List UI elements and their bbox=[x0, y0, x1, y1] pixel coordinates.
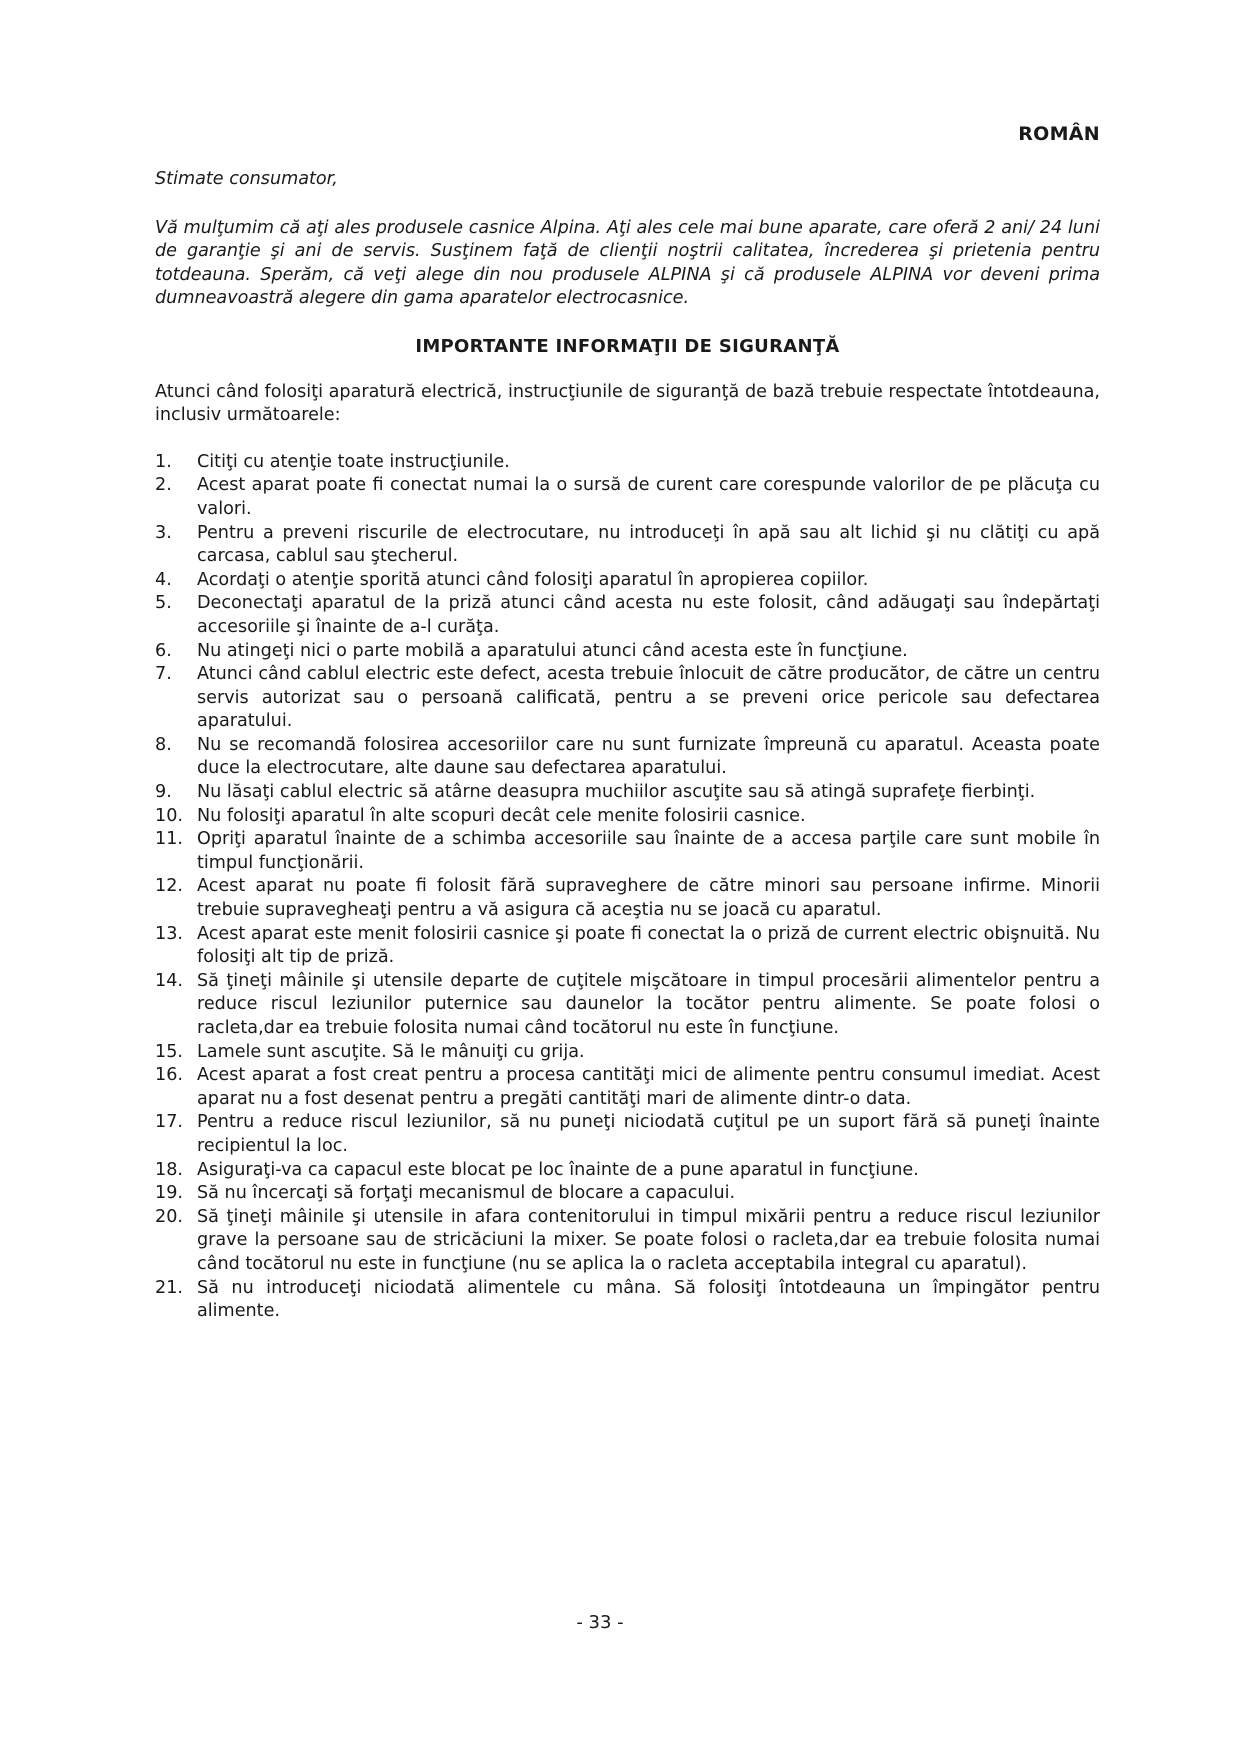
list-item bbox=[155, 875, 1100, 922]
list-item-number: 20. bbox=[155, 1206, 183, 1227]
list-item-number: 15. bbox=[155, 1041, 183, 1062]
intro-paragraph: Vă mulţumim că aţi ales produsele casnice Alpina. Aţi ales cele mai bune aparate, care oferă 2 ani/ 24 luni de garanţie şi ani de servis. Susţinem faţă de clienţii noştrii calitatea, încrederea şi prietenia pentru totdeauna. Sperăm, că veţi alege din nou produsele ALPINA şi că produsele ALPINA vor deveni prima dumneavoastră alegere din gama aparatelor electrocasnice. bbox=[155, 217, 1100, 309]
list-item-text: Să nu introduceţi niciodată alimentele cu mâna. Să folosiţi întotdeauna un împingător pentru alimente. bbox=[197, 1277, 1100, 1322]
list-item bbox=[155, 923, 1100, 970]
list-item-number: 7. bbox=[155, 664, 172, 685]
list-item-text: Nu folosiţi aparatul în alte scopuri decât cele menite folosirii casnice. bbox=[197, 805, 806, 826]
list-item-text: Deconectaţi aparatul de la priză atunci când acesta nu este folosit, când adăugaţi sau îndepărtaţi accesoriile şi înainte de a-l curăţa. bbox=[197, 593, 1100, 637]
list-item bbox=[155, 1064, 1100, 1111]
list-item bbox=[155, 1277, 1100, 1324]
list-item-number: 10. bbox=[155, 805, 183, 826]
page-number: - 33 - bbox=[576, 1612, 624, 1633]
list-item bbox=[155, 828, 1100, 875]
list-item bbox=[155, 451, 1100, 475]
list-item-number: 2. bbox=[155, 475, 172, 496]
list-item-text: Acest aparat a fost creat pentru a procesa cantităţi mici de alimente pentru consumul imediat. Acest aparat nu a fost desenat pentru a pregăti cantităţi mari de alimente dintr-o data. bbox=[197, 1065, 1100, 1109]
list-item bbox=[155, 1111, 1100, 1158]
list-item-text: Asiguraţi-va ca capacul este blocat pe loc înainte de a pune aparatul in funcţiune. bbox=[197, 1159, 919, 1180]
list-item bbox=[155, 640, 1100, 664]
list-item-text: Pentru a preveni riscurile de electrocutare, nu introduceţi în apă sau alt lichid şi nu clătiţi cu apă carcasa, cablul sau ştecherul. bbox=[197, 522, 1100, 567]
list-item-text: Citiţi cu atenţie toate instrucţiunile. bbox=[197, 451, 510, 472]
list-item-text: Acest aparat este menit folosirii casnice şi poate fi conectat la o priză de current electric obişnuită. Nu folosiţi alt tip de priză. bbox=[197, 923, 1100, 968]
list-item-number: 6. bbox=[155, 640, 172, 661]
list-item-text: Să nu încercaţi să forţaţi mecanismul de blocare a capacului. bbox=[197, 1183, 736, 1204]
list-item-text: Nu se recomandă folosirea accesoriilor care nu sunt furnizate împreună cu aparatul. Aceasta poate duce la electrocutare, alte daune sau defectarea aparatului. bbox=[197, 734, 1100, 779]
page-content bbox=[155, 168, 1100, 1324]
list-item-number: 19. bbox=[155, 1183, 183, 1204]
list-item-number: 9. bbox=[155, 782, 172, 803]
list-item-number: 13. bbox=[155, 923, 183, 944]
list-item-text: Să ţineţi mâinile şi utensile departe de cuţitele mişcătoare in timpul procesării alimentelor pentru a reduce riscul leziunilor puternice sau daunelor la tocător pentru alimente. Se poate folosi o racleta,dar ea trebuie folosita numai când tocătorul nu este în funcţiune. bbox=[197, 970, 1100, 1038]
list-item-text: Să ţineţi mâinile şi utensile in afara contenitorului in timpul mixării pentru a reduce riscul leziunilor grave la persoane sau de stricăciuni la mixer. Se poate folosi o racleta,dar ea trebuie folosita numai când tocătorul nu este in funcţiune (nu se aplica la o racleta acceptabila integral cu aparatul). bbox=[197, 1206, 1100, 1274]
list-item-number: 1. bbox=[155, 451, 172, 472]
language-label: ROMÂN bbox=[1018, 123, 1100, 145]
list-item-number: 4. bbox=[155, 569, 172, 590]
list-item-text: Lamele sunt ascuţite. Să le mânuiţi cu grija. bbox=[197, 1041, 585, 1062]
list-item-number: 17. bbox=[155, 1112, 183, 1133]
list-item bbox=[155, 805, 1100, 829]
lead-paragraph: Atunci când folosiţi aparatură electrică, instrucţiunile de siguranţă de bază trebuie respectate întotdeauna, inclusiv următoarele: bbox=[155, 381, 1100, 426]
list-item bbox=[155, 781, 1100, 805]
list-item bbox=[155, 474, 1100, 521]
list-item-text: Nu lăsaţi cablul electric să atârne deasupra muchiilor ascuţite sau să atingă suprafeţe fierbinţi. bbox=[197, 782, 1036, 803]
list-item-text: Opriţi aparatul înainte de a schimba accesoriile sau înainte de a accesa parţile care sunt mobile în timpul funcţionării. bbox=[197, 829, 1100, 873]
list-item bbox=[155, 569, 1100, 593]
list-item-number: 14. bbox=[155, 970, 183, 991]
list-item bbox=[155, 1159, 1100, 1183]
list-item bbox=[155, 663, 1100, 734]
list-item-number: 8. bbox=[155, 734, 172, 755]
list-item bbox=[155, 522, 1100, 569]
list-item bbox=[155, 1206, 1100, 1277]
list-item-text: Acest aparat poate fi conectat numai la o sursă de curent care corespunde valorilor de pe plăcuţa cu valori. bbox=[197, 475, 1100, 519]
list-item-number: 21. bbox=[155, 1277, 183, 1298]
list-item-number: 16. bbox=[155, 1065, 183, 1086]
list-item-number: 3. bbox=[155, 522, 172, 543]
list-item-text: Acordaţi o atenţie sporită atunci când folosiţi aparatul în apropierea copiilor. bbox=[197, 569, 869, 590]
list-item-text: Nu atingeţi nici o parte mobilă a aparatului atunci când acesta este în funcţiune. bbox=[197, 640, 908, 661]
list-item-number: 11. bbox=[155, 829, 183, 850]
section-title: IMPORTANTE INFORMAŢII DE SIGURANŢĂ bbox=[415, 335, 840, 357]
list-item-text: Acest aparat nu poate fi folosit fără supraveghere de către minori sau persoane infirme. Minorii trebuie supravegheaţi pentru a vă asigura că aceştia nu se joacă cu aparatul. bbox=[197, 876, 1100, 921]
list-item bbox=[155, 1041, 1100, 1065]
list-item-number: 12. bbox=[155, 876, 183, 897]
list-item-text: Pentru a reduce riscul leziunilor, să nu puneţi niciodată cuţitul pe un suport fără să puneţi înainte recipientul la loc. bbox=[197, 1112, 1100, 1156]
list-item bbox=[155, 592, 1100, 639]
list-item-text: Atunci când cablul electric este defect, acesta trebuie înlocuit de către producător, de către un centru servis autorizat sau o persoană calificată, pentru a se preveni orice pericole sau defectarea aparatului. bbox=[197, 664, 1100, 732]
list-item bbox=[155, 970, 1100, 1041]
list-item bbox=[155, 1182, 1100, 1206]
list-item bbox=[155, 734, 1100, 781]
list-item-number: 5. bbox=[155, 593, 172, 614]
list-item-number: 18. bbox=[155, 1159, 183, 1180]
safety-rules-list bbox=[155, 451, 1100, 1324]
greeting: Stimate consumator, bbox=[155, 169, 338, 189]
